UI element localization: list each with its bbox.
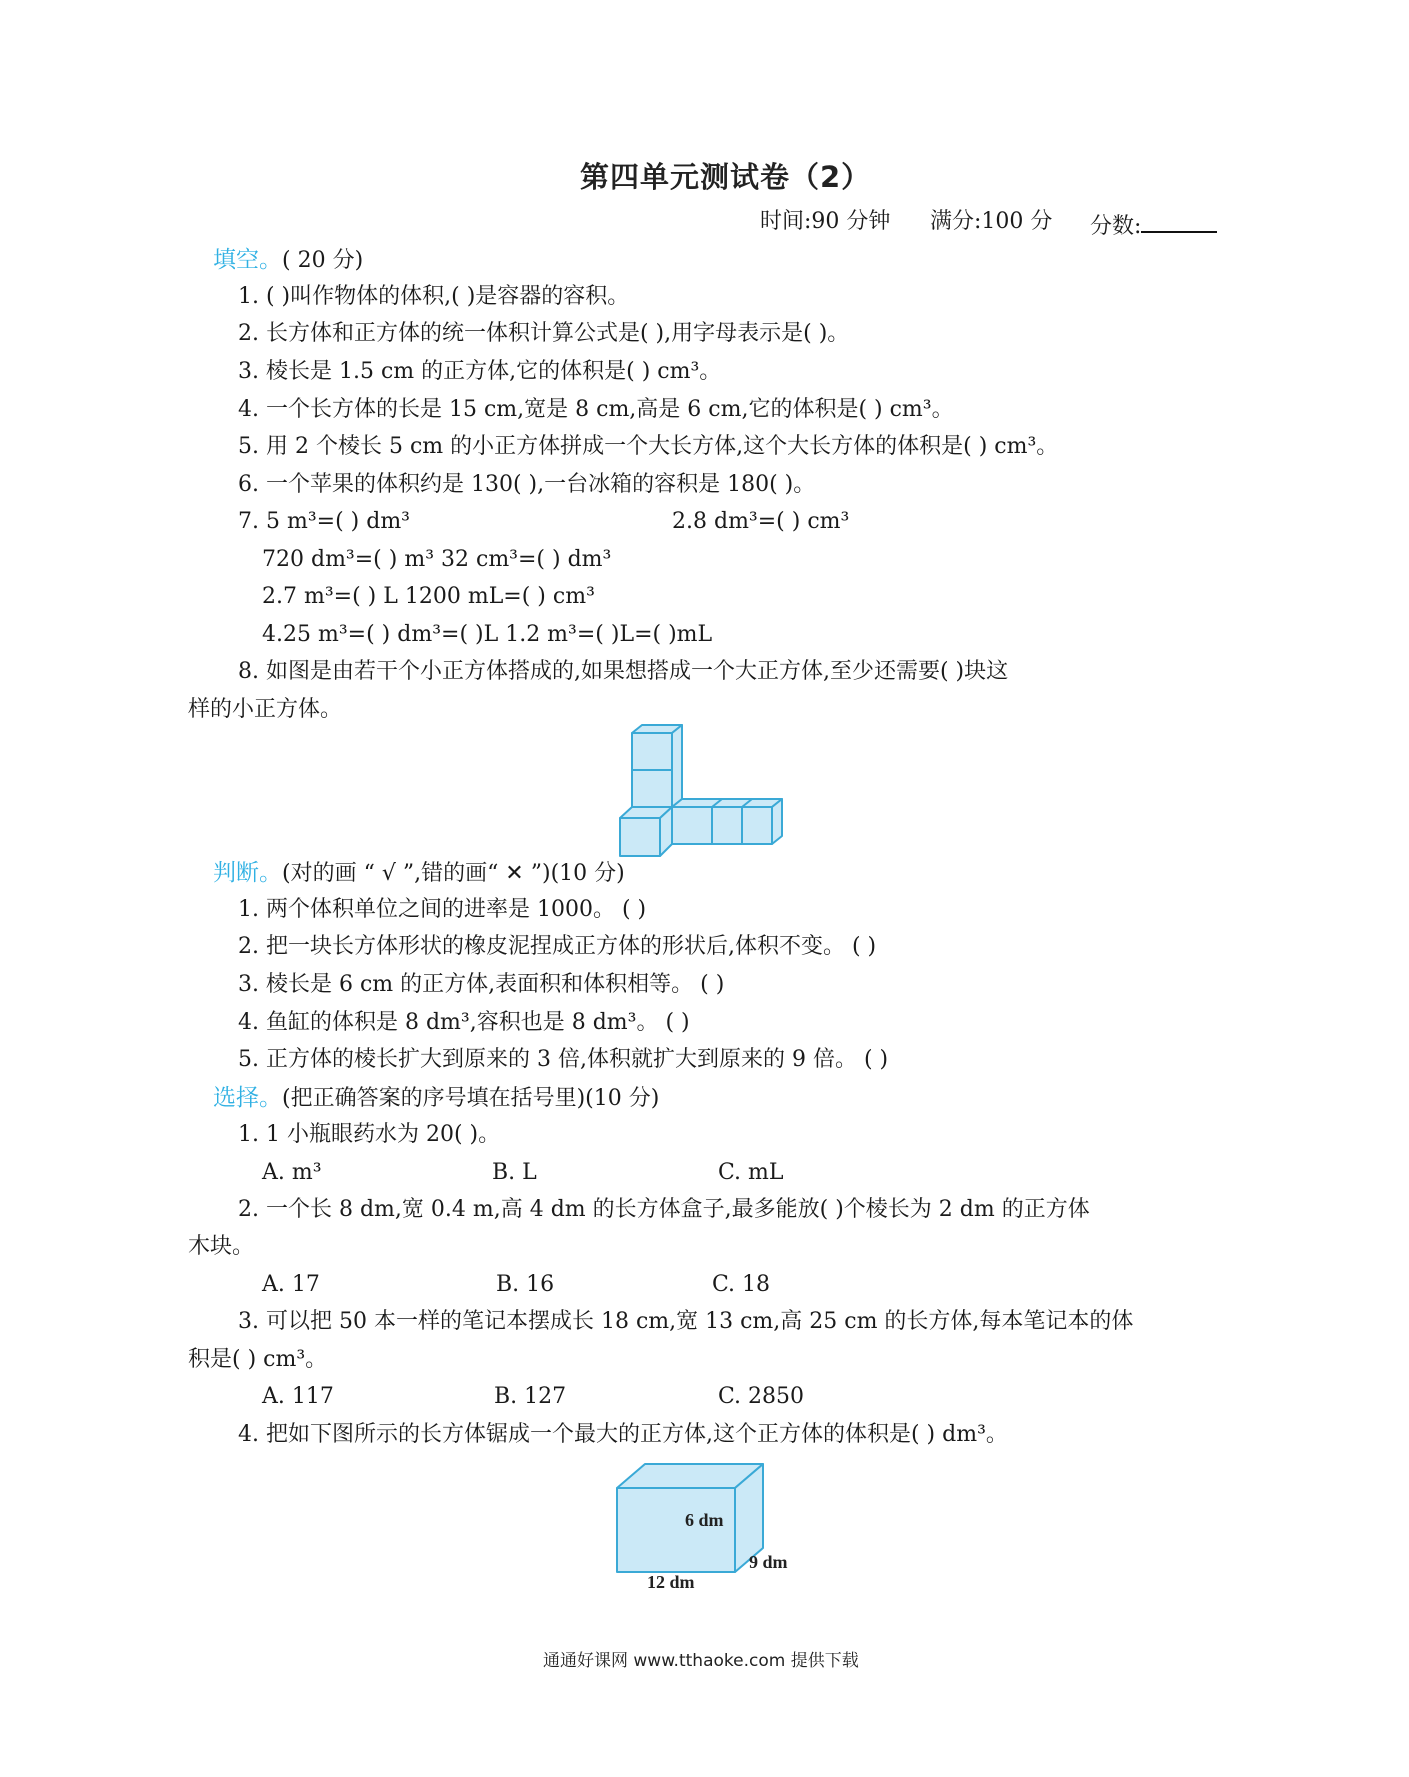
choice-q1-option-c: C. mL (718, 1160, 784, 1185)
choice-q2-option-a: A. 17 (262, 1272, 320, 1297)
choice-q3-option-a: A. 117 (262, 1384, 334, 1409)
choice-q2-cont: 木块。 (188, 1234, 255, 1259)
fill-item-7d: 2.7 m³=( ) L 1200 mL=( ) cm³ (262, 584, 595, 609)
section-fill-header (213, 249, 363, 272)
judge-item-4: 4. 鱼缸的体积是 8 dm³,容积也是 8 dm³。 ( ) (238, 1010, 690, 1035)
fill-item-4: 4. 一个长方体的长是 15 cm,宽是 8 cm,高是 6 cm,它的体积是( ) cm³。 (238, 397, 954, 422)
section-judge-header (213, 862, 625, 885)
fill-item-7c: 720 dm³=( ) m³ 32 cm³=( ) dm³ (262, 547, 612, 572)
fill-item-6: 6. 一个苹果的体积约是 130( ),一台冰箱的容积是 180( )。 (238, 472, 816, 497)
choice-q3-option-b: B. 127 (494, 1384, 567, 1409)
fill-item-7a: 7. 5 m³=( ) dm³ (238, 509, 411, 534)
fill-item-7b: 2.8 dm³=( ) cm³ (672, 509, 850, 534)
score-label: 分数: (1090, 214, 1142, 239)
score-blank[interactable] (1141, 211, 1217, 233)
full-score: 满分:100 分 (930, 209, 1053, 234)
page-title: 第四单元测试卷（2） (580, 160, 872, 194)
section-judge-title: 判断。 (213, 860, 282, 886)
length-label: 12 dm (647, 1572, 695, 1592)
score-field[interactable] (1090, 211, 1217, 238)
choice-q2-option-b: B. 16 (496, 1272, 555, 1297)
choice-q3-option-c: C. 2850 (718, 1384, 805, 1409)
footer-credit: 通通好课网 www.tthaoke.com 提供下载 (543, 1651, 859, 1671)
section-choice-header (213, 1087, 659, 1110)
time-limit: 时间:90 分钟 (760, 209, 891, 234)
section-choice-title: 选择。 (213, 1085, 282, 1111)
choice-q4: 4. 把如下图所示的长方体锯成一个最大的正方体,这个正方体的体积是( ) dm³。 (238, 1422, 1008, 1447)
judge-item-3: 3. 棱长是 6 cm 的正方体,表面积和体积相等。 ( ) (238, 972, 725, 997)
judge-item-5: 5. 正方体的棱长扩大到原来的 3 倍,体积就扩大到原来的 9 倍。 ( ) (238, 1047, 889, 1072)
choice-q1-option-b: B. L (492, 1160, 537, 1185)
choice-q3-cont: 积是( ) cm³。 (188, 1347, 328, 1372)
choice-q2: 2. 一个长 8 dm,宽 0.4 m,高 4 dm 的长方体盒子,最多能放( )个棱长为 2 dm 的正方体 (238, 1197, 1090, 1222)
cube-stack-figure (618, 722, 788, 858)
choice-q3: 3. 可以把 50 本一样的笔记本摆成长 18 cm,宽 13 cm,高 25 cm 的长方体,每本笔记本的体 (238, 1309, 1134, 1334)
fill-item-5: 5. 用 2 个棱长 5 cm 的小正方体拼成一个大长方体,这个大长方体的体积是( ) cm³。 (238, 434, 1059, 459)
judge-item-2: 2. 把一块长方体形状的橡皮泥捏成正方体的形状后,体积不变。 ( ) (238, 934, 877, 959)
fill-item-3: 3. 棱长是 1.5 cm 的正方体,它的体积是( ) cm³。 (238, 359, 722, 384)
section-fill-title: 填空。 (213, 247, 282, 273)
fill-item-8: 8. 如图是由若干个小正方体搭成的,如果想搭成一个大正方体,至少还需要( )块这 (238, 659, 1009, 684)
judge-item-1: 1. 两个体积单位之间的进率是 1000。 ( ) (238, 897, 647, 922)
section-judge-instruction: (对的画 “ √ ”,错的画“ ✕ ”)(10 分) (282, 861, 625, 886)
width-label: 9 dm (749, 1552, 788, 1572)
height-label: 6 dm (685, 1510, 724, 1530)
fill-item-8-cont: 样的小正方体。 (188, 697, 343, 722)
section-fill-points: ( 20 分) (282, 248, 364, 273)
fill-item-2: 2. 长方体和正方体的统一体积计算公式是( ),用字母表示是( )。 (238, 321, 850, 346)
fill-item-1: 1. ( )叫作物体的体积,( )是容器的容积。 (238, 284, 630, 309)
fill-item-7e: 4.25 m³=( ) dm³=( )L 1.2 m³=( )L=( )mL (262, 622, 713, 647)
cuboid-figure (605, 1460, 805, 1594)
choice-q1-option-a: A. m³ (262, 1160, 322, 1185)
choice-q2-option-c: C. 18 (712, 1272, 771, 1297)
choice-q1: 1. 1 小瓶眼药水为 20( )。 (238, 1122, 501, 1147)
section-choice-instruction: (把正确答案的序号填在括号里)(10 分) (282, 1086, 660, 1111)
